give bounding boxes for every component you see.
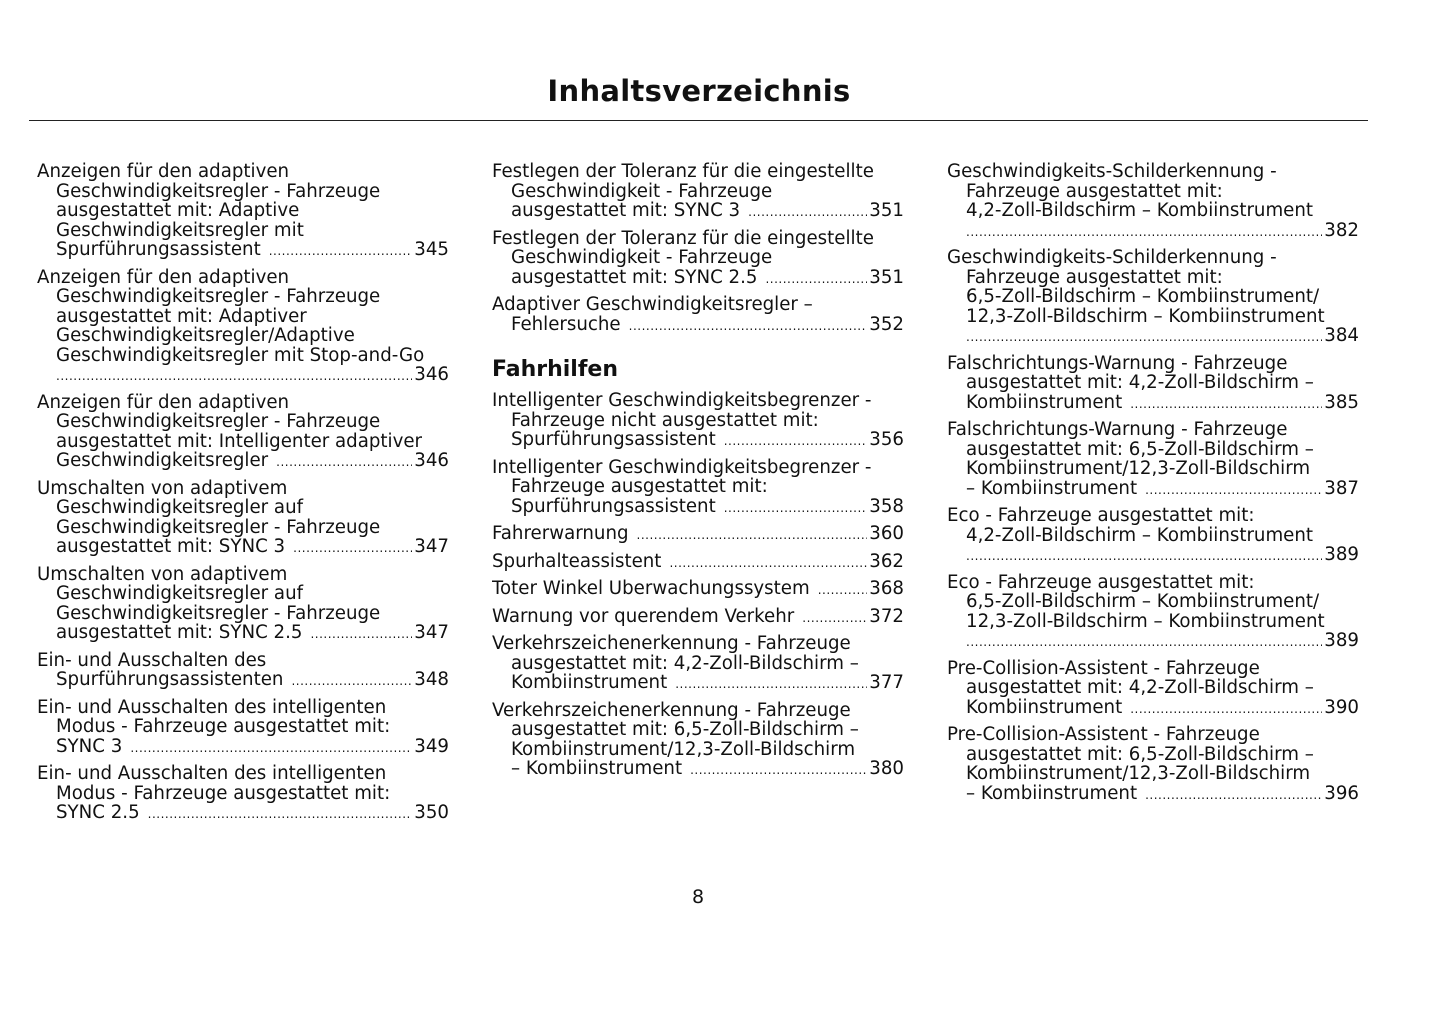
toc-entry-last-line xyxy=(492,552,904,574)
toc-entry-last-line xyxy=(492,430,904,452)
toc-entry-line: Fahrzeuge ausgestattet mit: xyxy=(966,181,1223,201)
toc-entry-last-line xyxy=(37,670,449,692)
toc-page-number[interactable]: 356 xyxy=(869,430,904,450)
toc-entry-line: SYNC 2.5 xyxy=(56,803,140,823)
toc-page-number[interactable]: 350 xyxy=(414,803,449,823)
toc-page-number[interactable]: 362 xyxy=(869,551,904,572)
toc-entry-line: Kombiinstrument xyxy=(966,392,1123,413)
toc-entry-last-line xyxy=(947,221,1359,243)
toc-entry-last-line xyxy=(37,537,449,559)
toc-page-number[interactable]: 348 xyxy=(414,670,449,690)
toc-entry-line: Geschwindigkeitsregler - Fahrzeuge xyxy=(56,603,381,623)
toc-page-number[interactable]: 346 xyxy=(414,451,449,471)
toc-entry-last-line xyxy=(492,607,904,629)
toc-entry-line: Festlegen der Toleranz für die eingestellte xyxy=(492,162,874,182)
toc-entry[interactable] xyxy=(947,354,1359,415)
toc-entry[interactable] xyxy=(37,393,449,473)
toc-entry-line: Kombiinstrument/12,3-Zoll-Bildschirm xyxy=(966,764,1311,784)
toc-entry-line: Fahrzeuge ausgestattet mit: xyxy=(966,267,1223,287)
toc-entry-line: 12,3-Zoll-Bildschirm – Kombiinstrument xyxy=(966,611,1325,631)
dot-leader xyxy=(818,581,868,601)
toc-entry[interactable] xyxy=(37,698,449,759)
toc-entry-line: Umschalten von adaptivem xyxy=(37,478,288,498)
dot-leader xyxy=(966,223,1322,243)
toc-page-number[interactable]: 380 xyxy=(869,759,904,779)
dot-leader xyxy=(966,633,1322,653)
toc-entry-line: 4,2-Zoll-Bildschirm – Kombiinstrument xyxy=(966,201,1314,221)
dot-leader xyxy=(966,328,1322,348)
toc-entry-line: ausgestattet mit: 6,5-Zoll-Bildschirm – xyxy=(966,439,1314,459)
toc-entry-line: Modus - Fahrzeuge ausgestattet mit: xyxy=(56,783,391,803)
toc-entry-last-line xyxy=(492,673,904,695)
toc-entry-line: ausgestattet mit: Adaptiver xyxy=(56,306,307,326)
toc-page-number[interactable]: 351 xyxy=(869,267,904,288)
toc-entry-line: Warnung vor querendem Verkehr xyxy=(492,606,795,627)
toc-page-number[interactable]: 346 xyxy=(414,365,449,385)
toc-entry-line: – Kombiinstrument xyxy=(966,783,1138,804)
toc-entry[interactable] xyxy=(37,565,449,645)
toc-page-number[interactable]: 360 xyxy=(869,524,904,544)
toc-entry-last-line xyxy=(492,497,904,519)
toc-entry-line: Spurhalteassistent xyxy=(492,551,662,572)
toc-entry-line: Geschwindigkeitsregler - Fahrzeuge xyxy=(56,287,381,307)
dot-leader xyxy=(1145,481,1322,501)
toc-entry-line: Kombiinstrument xyxy=(511,673,668,693)
toc-entry[interactable] xyxy=(492,579,904,601)
toc-entry-line: Eco - Fahrzeuge ausgestattet mit: xyxy=(947,506,1255,526)
toc-entry-line: Falschrichtungs-Warnung - Fahrzeuge xyxy=(947,353,1288,373)
toc-entry[interactable] xyxy=(947,506,1359,567)
toc-entry[interactable] xyxy=(492,295,904,336)
toc-entry[interactable] xyxy=(37,651,449,692)
page-number: 8 xyxy=(691,886,705,908)
toc-entry-line: Verkehrszeichenerkennung - Fahrzeuge xyxy=(492,700,851,720)
toc-entry-line: 12,3-Zoll-Bildschirm – Kombiinstrument xyxy=(966,306,1325,326)
toc-entry-last-line xyxy=(947,393,1359,415)
toc-entry-line: ausgestattet mit: 4,2-Zoll-Bildschirm – xyxy=(511,653,859,673)
dot-leader xyxy=(802,609,867,629)
dot-leader xyxy=(675,675,867,695)
toc-page-number[interactable]: 352 xyxy=(869,314,904,335)
title-divider xyxy=(29,120,1368,121)
toc-entry-line: Fahrzeuge ausgestattet mit: xyxy=(511,477,768,497)
toc-entry-last-line xyxy=(492,579,904,601)
toc-entry[interactable] xyxy=(37,479,449,559)
toc-entry-line: Geschwindigkeitsregler xyxy=(56,451,269,471)
toc-entry-last-line xyxy=(37,451,449,473)
dot-leader xyxy=(56,367,412,387)
toc-entry-last-line xyxy=(492,524,904,546)
toc-entry-line: Adaptiver Geschwindigkeitsregler – xyxy=(492,295,813,315)
toc-entry-line: Pre-Collision-Assistent - Fahrzeuge xyxy=(947,658,1260,678)
toc-entry-line: Kombiinstrument/12,3-Zoll-Bildschirm xyxy=(511,739,856,759)
toc-entry[interactable] xyxy=(947,248,1359,348)
toc-entry-line: Geschwindigkeitsregler/Adaptive xyxy=(56,326,355,346)
toc-entry-line: – Kombiinstrument xyxy=(511,759,683,779)
toc-entry-last-line xyxy=(492,268,904,290)
toc-entry-line: Toter Winkel Überwachungssystem xyxy=(492,579,810,599)
dot-leader xyxy=(966,547,1322,567)
dot-leader xyxy=(690,761,867,781)
toc-entry-last-line xyxy=(37,737,449,759)
toc-entry-line: Spurführungsassistenten xyxy=(56,670,284,690)
dot-leader xyxy=(148,805,413,825)
toc-page-number[interactable]: 389 xyxy=(1324,545,1359,565)
toc-entry-line: ausgestattet mit: SYNC 3 xyxy=(511,201,741,221)
dot-leader xyxy=(765,270,867,290)
dot-leader xyxy=(293,539,412,559)
toc-entry[interactable] xyxy=(492,634,904,695)
toc-entry-line: Falschrichtungs-Warnung - Fahrzeuge xyxy=(947,420,1288,440)
dot-leader xyxy=(310,625,412,645)
toc-entry-line: Anzeigen für den adaptiven xyxy=(37,162,290,182)
toc-entry-last-line xyxy=(947,326,1359,348)
toc-column-3 xyxy=(947,162,1359,811)
toc-entry[interactable] xyxy=(492,552,904,574)
toc-entry-line: Anzeigen für den adaptiven xyxy=(37,392,290,412)
toc-entry-line: Geschwindigkeit - Fahrzeuge xyxy=(511,248,773,268)
toc-entry-line: Verkehrszeichenerkennung - Fahrzeuge xyxy=(492,634,851,654)
toc-entry[interactable] xyxy=(947,659,1359,720)
toc-page-number[interactable]: 396 xyxy=(1324,783,1359,804)
toc-entry-line: SYNC 3 xyxy=(56,736,123,757)
toc-page-number[interactable]: 387 xyxy=(1324,478,1359,499)
toc-entry-line: ausgestattet mit: Adaptive xyxy=(56,201,300,221)
toc-entry-line: Spurführungsassistent xyxy=(511,496,716,517)
toc-entry-last-line xyxy=(37,240,449,262)
toc-entry-line: Pre-Collision-Assistent - Fahrzeuge xyxy=(947,725,1260,745)
page-title: Inhaltsverzeichnis xyxy=(547,74,851,108)
toc-entry-last-line xyxy=(947,631,1359,653)
toc-entry-line: Geschwindigkeitsregler - Fahrzeuge xyxy=(56,517,381,537)
toc-entry-line: Geschwindigkeit - Fahrzeuge xyxy=(511,181,773,201)
dot-leader xyxy=(724,432,868,452)
toc-entry-last-line xyxy=(37,803,449,825)
toc-page-number[interactable]: 389 xyxy=(1324,631,1359,651)
toc-entry-line: Fahrerwarnung xyxy=(492,524,629,544)
toc-page-number[interactable]: 358 xyxy=(869,496,904,517)
toc-entry[interactable] xyxy=(492,162,904,223)
toc-column-2 xyxy=(492,162,904,787)
toc-entry-line: – Kombiinstrument xyxy=(966,478,1138,499)
toc-entry-line: ausgestattet mit: SYNC 2.5 xyxy=(56,623,303,643)
toc-page-number[interactable]: 382 xyxy=(1324,220,1359,241)
toc-page-number[interactable]: 349 xyxy=(414,736,449,757)
toc-entry-line: Geschwindigkeits-Schilderkennung - xyxy=(947,248,1277,268)
toc-entry-line: ausgestattet mit: SYNC 2.5 xyxy=(511,267,758,288)
toc-entry-line: Eco - Fahrzeuge ausgestattet mit: xyxy=(947,572,1255,592)
toc-entry-line: Anzeigen für den adaptiven xyxy=(37,267,290,287)
toc-entry-line: Geschwindigkeitsregler auf xyxy=(56,498,304,518)
toc-entry-last-line xyxy=(37,623,449,645)
toc-entry-line: Fehlersuche xyxy=(511,314,621,335)
toc-entry-last-line xyxy=(492,315,904,337)
toc-entry[interactable] xyxy=(492,391,904,452)
dot-leader xyxy=(269,242,413,262)
toc-entry-line: ausgestattet mit: 4,2-Zoll-Bildschirm – xyxy=(966,373,1314,393)
toc-entry-last-line xyxy=(947,479,1359,501)
dot-leader xyxy=(669,554,867,574)
dot-leader xyxy=(629,317,868,337)
toc-entry-line: Festlegen der Toleranz für die eingestellte xyxy=(492,228,874,248)
toc-entry-line: Modus - Fahrzeuge ausgestattet mit: xyxy=(56,717,391,737)
toc-entry-line: Fahrzeuge nicht ausgestattet mit: xyxy=(511,410,819,430)
toc-entry[interactable] xyxy=(492,458,904,519)
toc-entry-line: ausgestattet mit: 4,2-Zoll-Bildschirm – xyxy=(966,678,1314,698)
toc-entry-line: Geschwindigkeitsregler mit Stop-and-Go xyxy=(56,345,425,365)
toc-entry-line: Ein- und Ausschalten des xyxy=(37,650,267,670)
toc-entry-line: ausgestattet mit: SYNC 3 xyxy=(56,537,286,557)
dot-leader xyxy=(1130,700,1322,720)
toc-page-number[interactable]: 345 xyxy=(414,240,449,260)
toc-entry-line: ausgestattet mit: Intelligenter adaptiver xyxy=(56,431,423,451)
toc-entry-line: Intelligenter Geschwindigkeitsbegrenzer - xyxy=(492,391,872,411)
toc-entry-line: Umschalten von adaptivem xyxy=(37,564,288,584)
toc-entry-line: Spurführungsassistent xyxy=(56,240,261,260)
dot-leader xyxy=(1130,395,1322,415)
toc-entry[interactable] xyxy=(492,229,904,290)
toc-entry-line: Spurführungsassistent xyxy=(511,430,716,450)
toc-entry-line: 6,5-Zoll-Bildschirm – Kombiinstrument/ xyxy=(966,592,1320,612)
toc-entry[interactable] xyxy=(947,162,1359,242)
dot-leader xyxy=(291,672,412,692)
toc-entry[interactable] xyxy=(947,725,1359,805)
toc-entry-last-line xyxy=(947,545,1359,567)
toc-page-number[interactable]: 377 xyxy=(869,673,904,693)
toc-column-1 xyxy=(37,162,449,831)
section-heading: Fahrhilfen xyxy=(492,357,618,382)
dot-leader xyxy=(1145,786,1322,806)
toc-entry[interactable] xyxy=(492,524,904,546)
toc-entry-line: ausgestattet mit: 6,5-Zoll-Bildschirm – xyxy=(966,744,1314,764)
dot-leader xyxy=(724,499,868,519)
toc-entry-last-line xyxy=(492,201,904,223)
dot-leader xyxy=(276,453,412,473)
toc-entry[interactable] xyxy=(37,764,449,825)
toc-page-number[interactable]: 385 xyxy=(1324,392,1359,413)
toc-entry-line: Geschwindigkeitsregler - Fahrzeuge xyxy=(56,181,381,201)
toc-entry-line: Kombiinstrument/12,3-Zoll-Bildschirm xyxy=(966,459,1311,479)
toc-entry[interactable] xyxy=(37,268,449,387)
toc-entry[interactable] xyxy=(492,607,904,629)
toc-entry-line: 4,2-Zoll-Bildschirm – Kombiinstrument xyxy=(966,525,1314,545)
toc-page-number[interactable]: 390 xyxy=(1324,697,1359,718)
toc-page-number[interactable]: 384 xyxy=(1324,326,1359,346)
toc-entry[interactable] xyxy=(492,701,904,781)
toc-page-number[interactable]: 351 xyxy=(869,201,904,221)
toc-entry-last-line xyxy=(947,784,1359,806)
dot-leader xyxy=(637,526,868,546)
toc-entry-line: Kombiinstrument xyxy=(966,697,1123,718)
toc-entry-last-line xyxy=(947,698,1359,720)
toc-entry-line: Ein- und Ausschalten des intelligenten xyxy=(37,764,387,784)
toc-page-number[interactable]: 347 xyxy=(414,537,449,557)
toc-entry-last-line xyxy=(37,365,449,387)
toc-entry-line: ausgestattet mit: 6,5-Zoll-Bildschirm – xyxy=(511,720,859,740)
dot-leader xyxy=(748,203,867,223)
toc-page-number[interactable]: 372 xyxy=(869,606,904,627)
toc-entry-line: Geschwindigkeitsregler auf xyxy=(56,584,304,604)
toc-page-number[interactable]: 347 xyxy=(414,623,449,643)
dot-leader xyxy=(130,739,412,759)
toc-entry-last-line xyxy=(492,759,904,781)
toc-entry-line: Intelligenter Geschwindigkeitsbegrenzer - xyxy=(492,457,872,477)
toc-page-number[interactable]: 368 xyxy=(869,579,904,599)
toc-entry-line: Geschwindigkeitsregler - Fahrzeuge xyxy=(56,412,381,432)
toc-entry-line: 6,5-Zoll-Bildschirm – Kombiinstrument/ xyxy=(966,287,1320,307)
toc-entry-line: Geschwindigkeitsregler mit xyxy=(56,220,304,240)
toc-entry-line: Geschwindigkeits-Schilderkennung - xyxy=(947,162,1277,182)
toc-entry[interactable] xyxy=(947,420,1359,500)
toc-entry[interactable] xyxy=(37,162,449,262)
toc-entry-line: Ein- und Ausschalten des intelligenten xyxy=(37,697,387,717)
toc-entry[interactable] xyxy=(947,573,1359,653)
